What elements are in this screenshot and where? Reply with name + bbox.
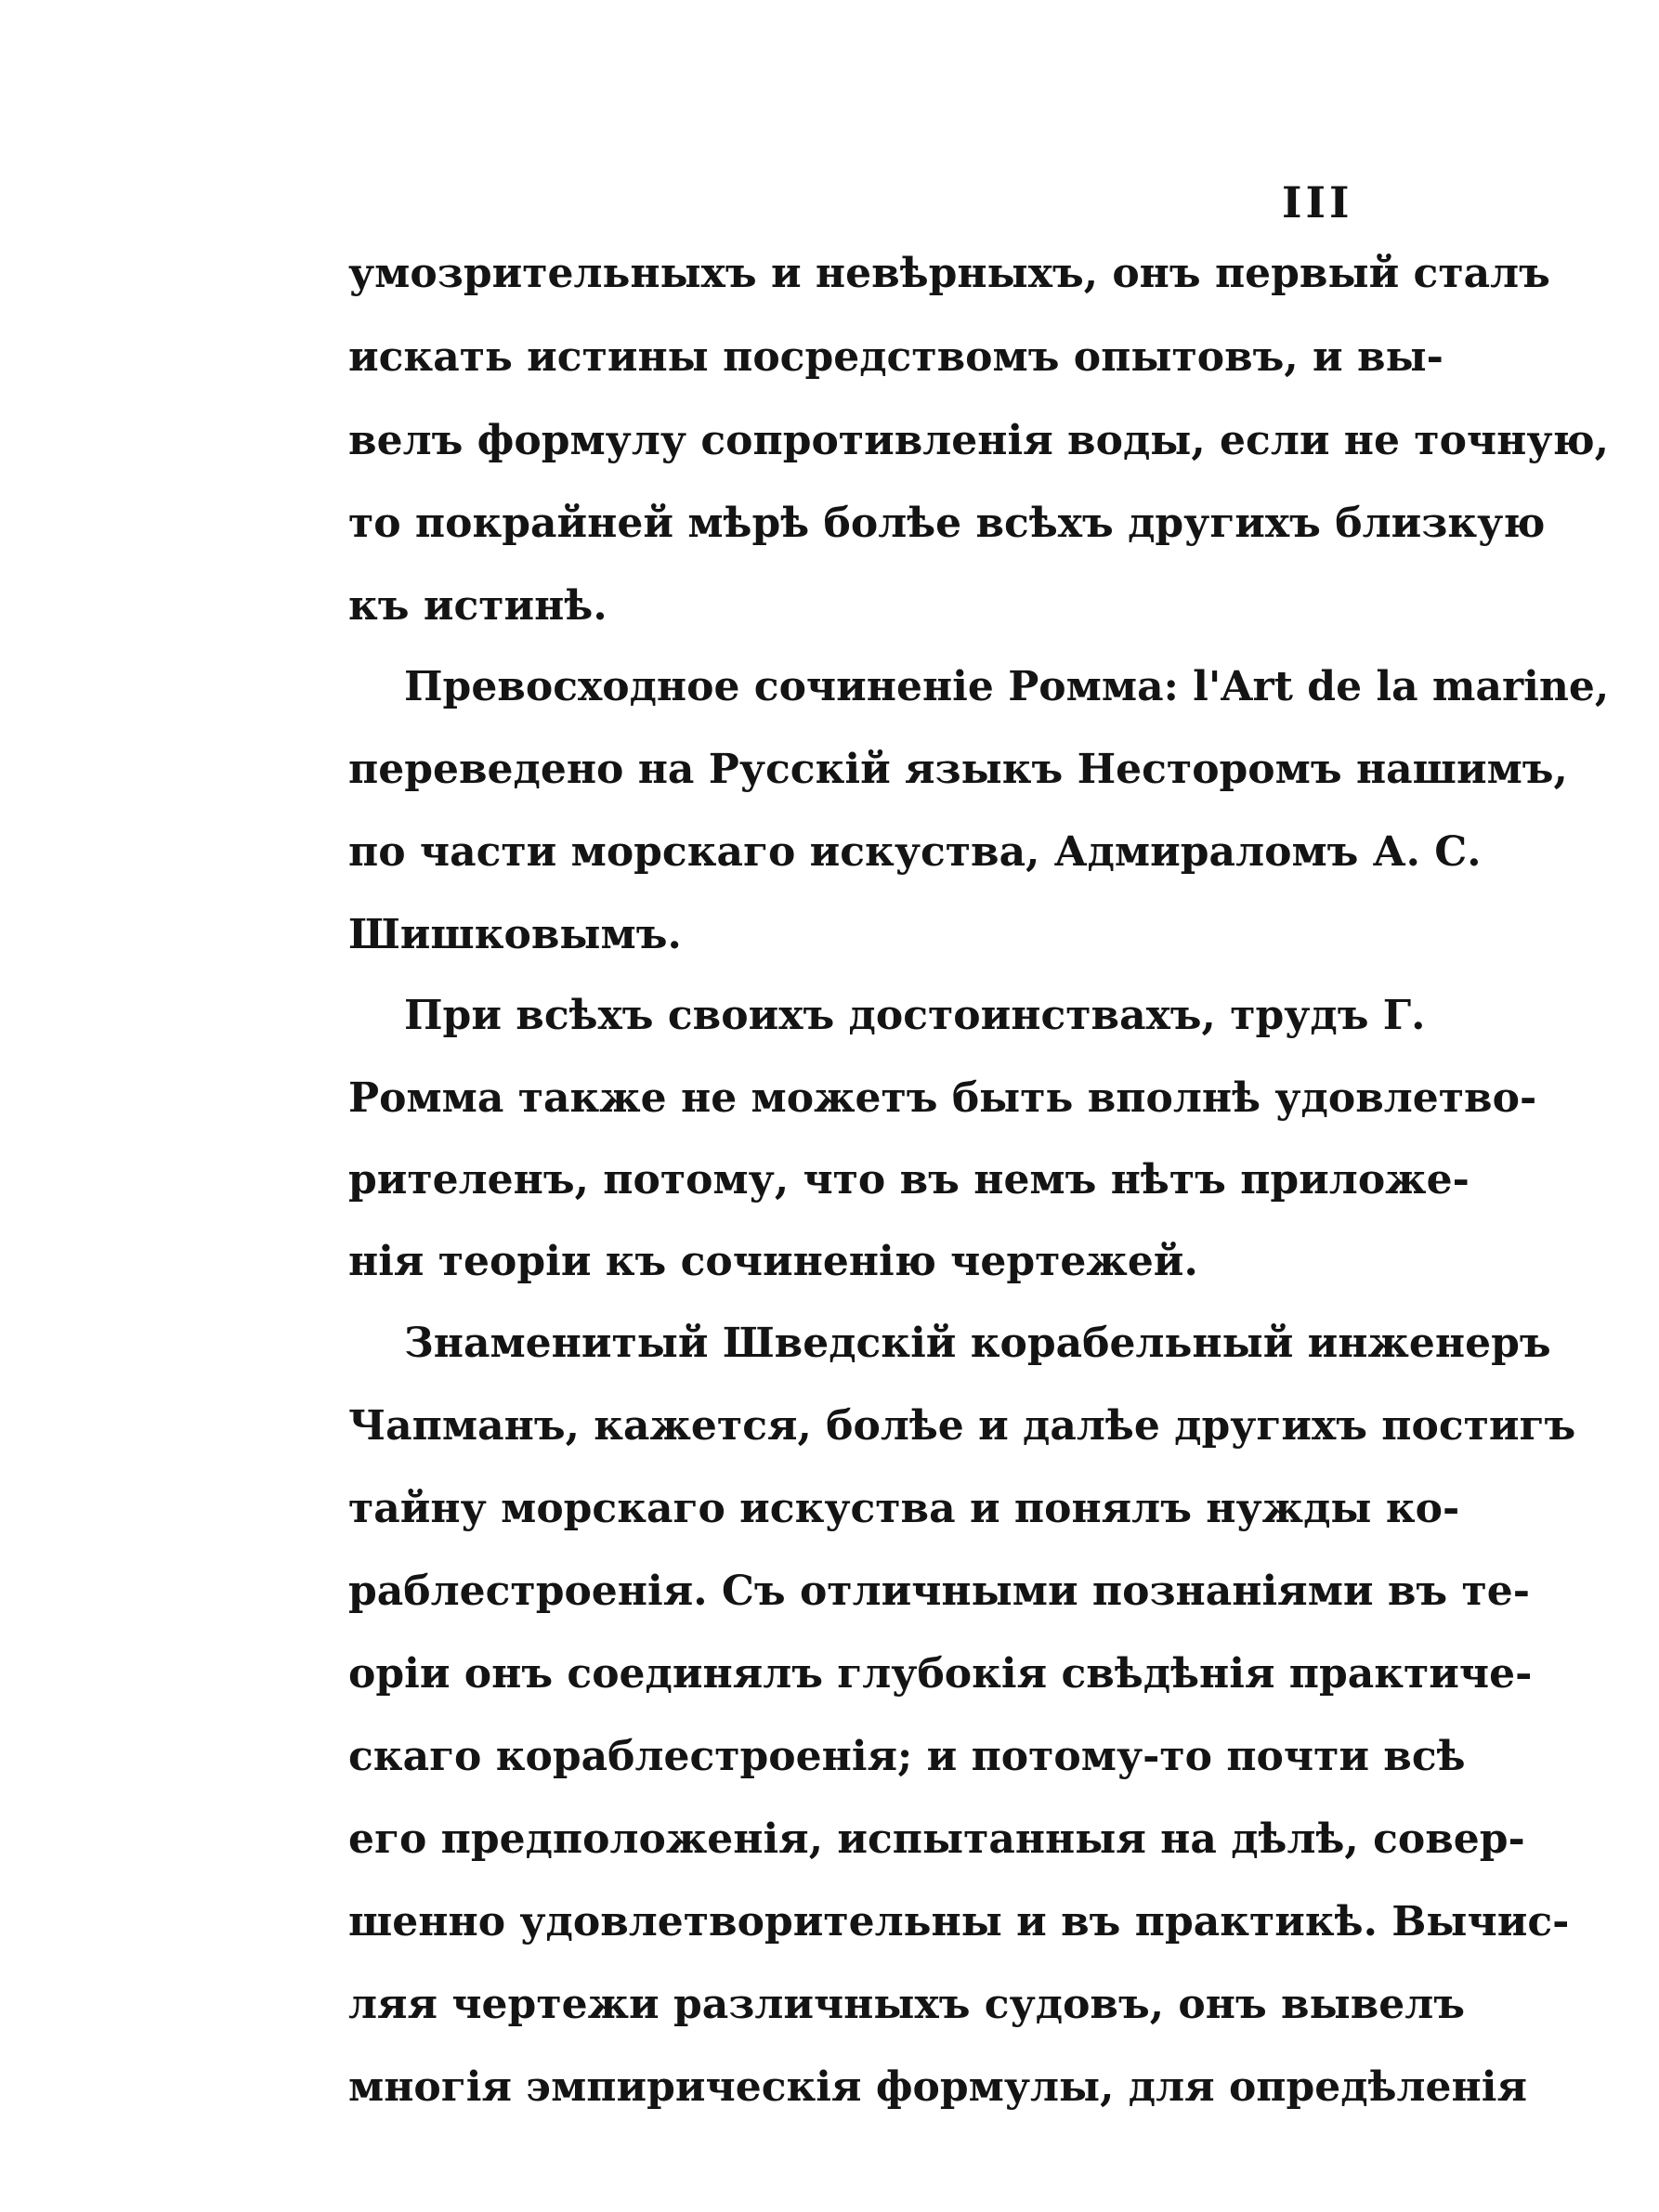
text-line: то покрайней мѣрѣ болѣе всѣхъ другихъ близкую <box>348 500 1546 547</box>
page-number: III <box>1282 177 1353 228</box>
text-line: рителенъ, потому, что въ немъ нѣтъ приложе- <box>348 1156 1470 1204</box>
text-line: тайну морскаго искуства и понялъ нужды ко- <box>348 1485 1460 1532</box>
text-line: ляя чертежи различныхъ судовъ, онъ вывелъ <box>348 1981 1466 2028</box>
text-line: нія теоріи къ сочиненію чертежей. <box>348 1238 1198 1285</box>
text-line: Знаменитый Шведскій корабельный инженеръ <box>404 1320 1551 1367</box>
text-line: скаго кораблестроенія; и потому-то почти всѣ <box>348 1733 1466 1780</box>
text-line: его предположенія, испытанныя на дѣлѣ, совер- <box>348 1815 1525 1863</box>
text-line: Чапманъ, кажется, болѣе и далѣе другихъ постигъ <box>348 1402 1576 1450</box>
text-line: искать истины посредствомъ опытовъ, и вы- <box>348 333 1443 381</box>
text-line: переведено на Русскій языкъ Несторомъ нашимъ, <box>348 746 1568 793</box>
text-line: къ истинѣ. <box>348 582 607 630</box>
text-line: оріи онъ соединялъ глубокія свѣдѣнія практиче- <box>348 1650 1533 1698</box>
text-line: раблестроенія. Съ отличными познаніями въ те- <box>348 1568 1531 1615</box>
text-line: Шишковымъ. <box>348 911 682 958</box>
text-line: по части морскаго искуства, Адмираломъ А. С. <box>348 828 1482 876</box>
text-line: Превосходное сочиненіе Ромма: l'Art de la marine, <box>404 663 1610 710</box>
text-line: шенно удовлетворительны и въ практикѣ. Вычис- <box>348 1898 1570 1945</box>
text-line: многія эмпирическія формулы, для опредѣленія <box>348 2063 1527 2111</box>
text-line: велъ формулу сопротивленія воды, если не точную, <box>348 417 1609 464</box>
text-line: умозрительныхъ и невѣрныхъ, онъ первый сталъ <box>348 250 1550 297</box>
text-line: Ромма также не можетъ быть вполнѣ удовлетво- <box>348 1074 1537 1122</box>
text-line: При всѣхъ своихъ достоинствахъ, трудъ Г. <box>404 992 1426 1039</box>
